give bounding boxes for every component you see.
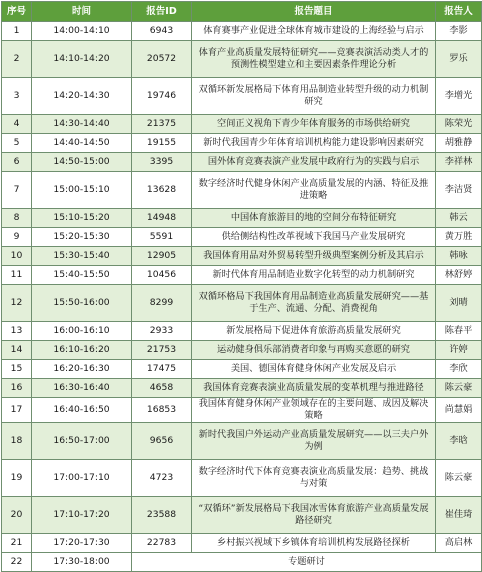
cell-speaker: 李欣 xyxy=(436,360,482,379)
cell-speaker: 陈云豪 xyxy=(436,379,482,398)
cell-report-id: 22783 xyxy=(132,534,192,553)
cell-speaker: 林舒婷 xyxy=(436,266,482,285)
cell-time: 16:50-17:00 xyxy=(32,423,132,460)
cell-speaker: 韩咏 xyxy=(436,247,482,266)
cell-time: 17:10-17:20 xyxy=(32,497,132,534)
cell-title: 数字经济时代健身休闲产业高质量发展的内涵、特征及推进策略 xyxy=(192,172,436,209)
cell-time: 15:20-15:30 xyxy=(32,228,132,247)
cell-report-id: 17475 xyxy=(132,360,192,379)
cell-no: 7 xyxy=(2,172,32,209)
cell-speaker: 李晗 xyxy=(436,423,482,460)
cell-title: 新时代我国户外运动产业高质量发展研究——以三夫户外为例 xyxy=(192,423,436,460)
cell-speaker: 崔佳琦 xyxy=(436,497,482,534)
cell-speaker: 罗乐 xyxy=(436,41,482,78)
cell-report-id: 9656 xyxy=(132,423,192,460)
cell-no: 15 xyxy=(2,360,32,379)
cell-title: 国外体育竞赛表演产业发展中政府行为的实践与启示 xyxy=(192,153,436,172)
cell-no: 9 xyxy=(2,228,32,247)
table-row xyxy=(2,360,482,379)
cell-time: 16:00-16:10 xyxy=(32,322,132,341)
cell-report-id: 4658 xyxy=(132,379,192,398)
cell-report-id: 19746 xyxy=(132,78,192,115)
cell-title: 体育产业高质量发展特征研究——竞赛表演活动类人才的预测性模型建立和主要因素条件理论分析 xyxy=(192,41,436,78)
cell-report-id: 2933 xyxy=(132,322,192,341)
cell-time: 16:10-16:20 xyxy=(32,341,132,360)
cell-speaker: 刘晴 xyxy=(436,285,482,322)
cell-time: 14:10-14:20 xyxy=(32,41,132,78)
cell-speaker: 许婷 xyxy=(436,341,482,360)
cell-no: 19 xyxy=(2,460,32,497)
table-row xyxy=(2,341,482,360)
cell-time: 15:30-15:40 xyxy=(32,247,132,266)
cell-speaker: 陈春平 xyxy=(436,322,482,341)
cell-title: 我国体育竞赛表演业高质量发展的变革机理与推进路径 xyxy=(192,379,436,398)
cell-title: 空间正义视角下青少年体育服务的市场供给研究 xyxy=(192,115,436,134)
cell-time: 14:40-14:50 xyxy=(32,134,132,153)
cell-time: 15:50-16:00 xyxy=(32,285,132,322)
table-row xyxy=(2,209,482,228)
cell-time: 16:30-16:40 xyxy=(32,379,132,398)
cell-speaker: 陈云豪 xyxy=(436,460,482,497)
cell-no: 2 xyxy=(2,41,32,78)
table-row xyxy=(2,460,482,497)
cell-no: 6 xyxy=(2,153,32,172)
cell-time: 17:30-18:00 xyxy=(32,553,132,572)
table-body xyxy=(2,22,482,572)
cell-time: 16:40-16:50 xyxy=(32,398,132,423)
table-row xyxy=(2,398,482,423)
cell-title: 双循环新发展格局下体育用品制造业转型升级的动力机制研究 xyxy=(192,78,436,115)
cell-speaker: 陈荣光 xyxy=(436,115,482,134)
cell-report-id: 4723 xyxy=(132,460,192,497)
cell-report-id: 6943 xyxy=(132,22,192,41)
cell-speaker: 高启林 xyxy=(436,534,482,553)
cell-session-label: 专题研讨 xyxy=(132,553,482,572)
cell-report-id: 16853 xyxy=(132,398,192,423)
cell-no: 10 xyxy=(2,247,32,266)
cell-no: 22 xyxy=(2,553,32,572)
cell-no: 8 xyxy=(2,209,32,228)
table-row xyxy=(2,134,482,153)
header-no: 序号 xyxy=(2,2,32,22)
report-schedule-table xyxy=(1,1,482,572)
table-row xyxy=(2,41,482,78)
cell-report-id: 5591 xyxy=(132,228,192,247)
cell-no: 18 xyxy=(2,423,32,460)
cell-title: 乡村振兴视域下乡镇体育培训机构发展路径探析 xyxy=(192,534,436,553)
cell-report-id: 21375 xyxy=(132,115,192,134)
cell-report-id: 13628 xyxy=(132,172,192,209)
table-row xyxy=(2,322,482,341)
cell-title: 中国体育旅游目的地的空间分布特征研究 xyxy=(192,209,436,228)
cell-no: 20 xyxy=(2,497,32,534)
cell-report-id: 19155 xyxy=(132,134,192,153)
cell-speaker: 李增光 xyxy=(436,78,482,115)
cell-title: 供给侧结构性改革视域下我国马产业发展研究 xyxy=(192,228,436,247)
header-speaker: 报告人 xyxy=(436,2,482,22)
cell-report-id: 14948 xyxy=(132,209,192,228)
cell-title: 新发展格局下促进体育旅游高质量发展研究 xyxy=(192,322,436,341)
cell-time: 14:30-14:40 xyxy=(32,115,132,134)
cell-time: 14:20-14:30 xyxy=(32,78,132,115)
cell-title: 我国体育用品对外贸易转型升级典型案例分析及其启示 xyxy=(192,247,436,266)
cell-no: 3 xyxy=(2,78,32,115)
table-row xyxy=(2,285,482,322)
cell-title: 体育赛事产业促进全球体育城市建设的上海经验与启示 xyxy=(192,22,436,41)
cell-no: 5 xyxy=(2,134,32,153)
cell-speaker: 李祥林 xyxy=(436,153,482,172)
table-row xyxy=(2,172,482,209)
cell-no: 16 xyxy=(2,379,32,398)
table-row xyxy=(2,266,482,285)
header-report-id: 报告ID xyxy=(132,2,192,22)
cell-speaker: 尚慧娟 xyxy=(436,398,482,423)
cell-report-id: 21753 xyxy=(132,341,192,360)
table-header xyxy=(2,2,482,22)
cell-time: 15:10-15:20 xyxy=(32,209,132,228)
cell-no: 11 xyxy=(2,266,32,285)
cell-title: 双循环格局下我国体育用品制造业高质量发展研究——基于生产、流通、分配、消费视角 xyxy=(192,285,436,322)
cell-speaker: 李洁贤 xyxy=(436,172,482,209)
table-row xyxy=(2,78,482,115)
cell-title: 新时代体育用品制造业数字化转型的动力机制研究 xyxy=(192,266,436,285)
table-row xyxy=(2,423,482,460)
cell-title: 新时代我国青少年体育培训机构能力建设影响因素研究 xyxy=(192,134,436,153)
table-row xyxy=(2,497,482,534)
cell-speaker: 黄万胜 xyxy=(436,228,482,247)
table-row xyxy=(2,115,482,134)
cell-no: 12 xyxy=(2,285,32,322)
cell-speaker: 李影 xyxy=(436,22,482,41)
cell-report-id: 8299 xyxy=(132,285,192,322)
cell-report-id: 10456 xyxy=(132,266,192,285)
cell-speaker: 韩云 xyxy=(436,209,482,228)
cell-title: 美国、德国体育健身休闲产业发展及启示 xyxy=(192,360,436,379)
cell-no: 14 xyxy=(2,341,32,360)
cell-title: 运动健身俱乐部消费者印象与再购买意愿的研究 xyxy=(192,341,436,360)
cell-no: 4 xyxy=(2,115,32,134)
cell-time: 14:00-14:10 xyxy=(32,22,132,41)
table-row-final xyxy=(2,553,482,572)
cell-speaker: 胡雅静 xyxy=(436,134,482,153)
cell-time: 14:50-15:00 xyxy=(32,153,132,172)
cell-no: 13 xyxy=(2,322,32,341)
cell-no: 21 xyxy=(2,534,32,553)
cell-no: 1 xyxy=(2,22,32,41)
table-row xyxy=(2,247,482,266)
table-row xyxy=(2,153,482,172)
cell-no: 17 xyxy=(2,398,32,423)
cell-title: 数字经济时代下体育竞赛表演业高质量发展：趋势、挑战与对策 xyxy=(192,460,436,497)
cell-time: 17:00-17:10 xyxy=(32,460,132,497)
cell-time: 15:40-15:50 xyxy=(32,266,132,285)
cell-report-id: 3395 xyxy=(132,153,192,172)
cell-time: 16:20-16:30 xyxy=(32,360,132,379)
cell-time: 17:20-17:30 xyxy=(32,534,132,553)
header-row xyxy=(2,2,482,22)
cell-report-id: 23588 xyxy=(132,497,192,534)
cell-report-id: 12905 xyxy=(132,247,192,266)
cell-title: 我国体育健身休闲产业领域存在的主要问题、成因及解决策略 xyxy=(192,398,436,423)
cell-report-id: 20572 xyxy=(132,41,192,78)
table-row xyxy=(2,22,482,41)
header-time: 时间 xyxy=(32,2,132,22)
cell-title: “双循环”新发展格局下我国冰雪体育旅游产业高质量发展路径研究 xyxy=(192,497,436,534)
cell-time: 15:00-15:10 xyxy=(32,172,132,209)
table-row xyxy=(2,379,482,398)
table-row xyxy=(2,228,482,247)
header-title: 报告题目 xyxy=(192,2,436,22)
